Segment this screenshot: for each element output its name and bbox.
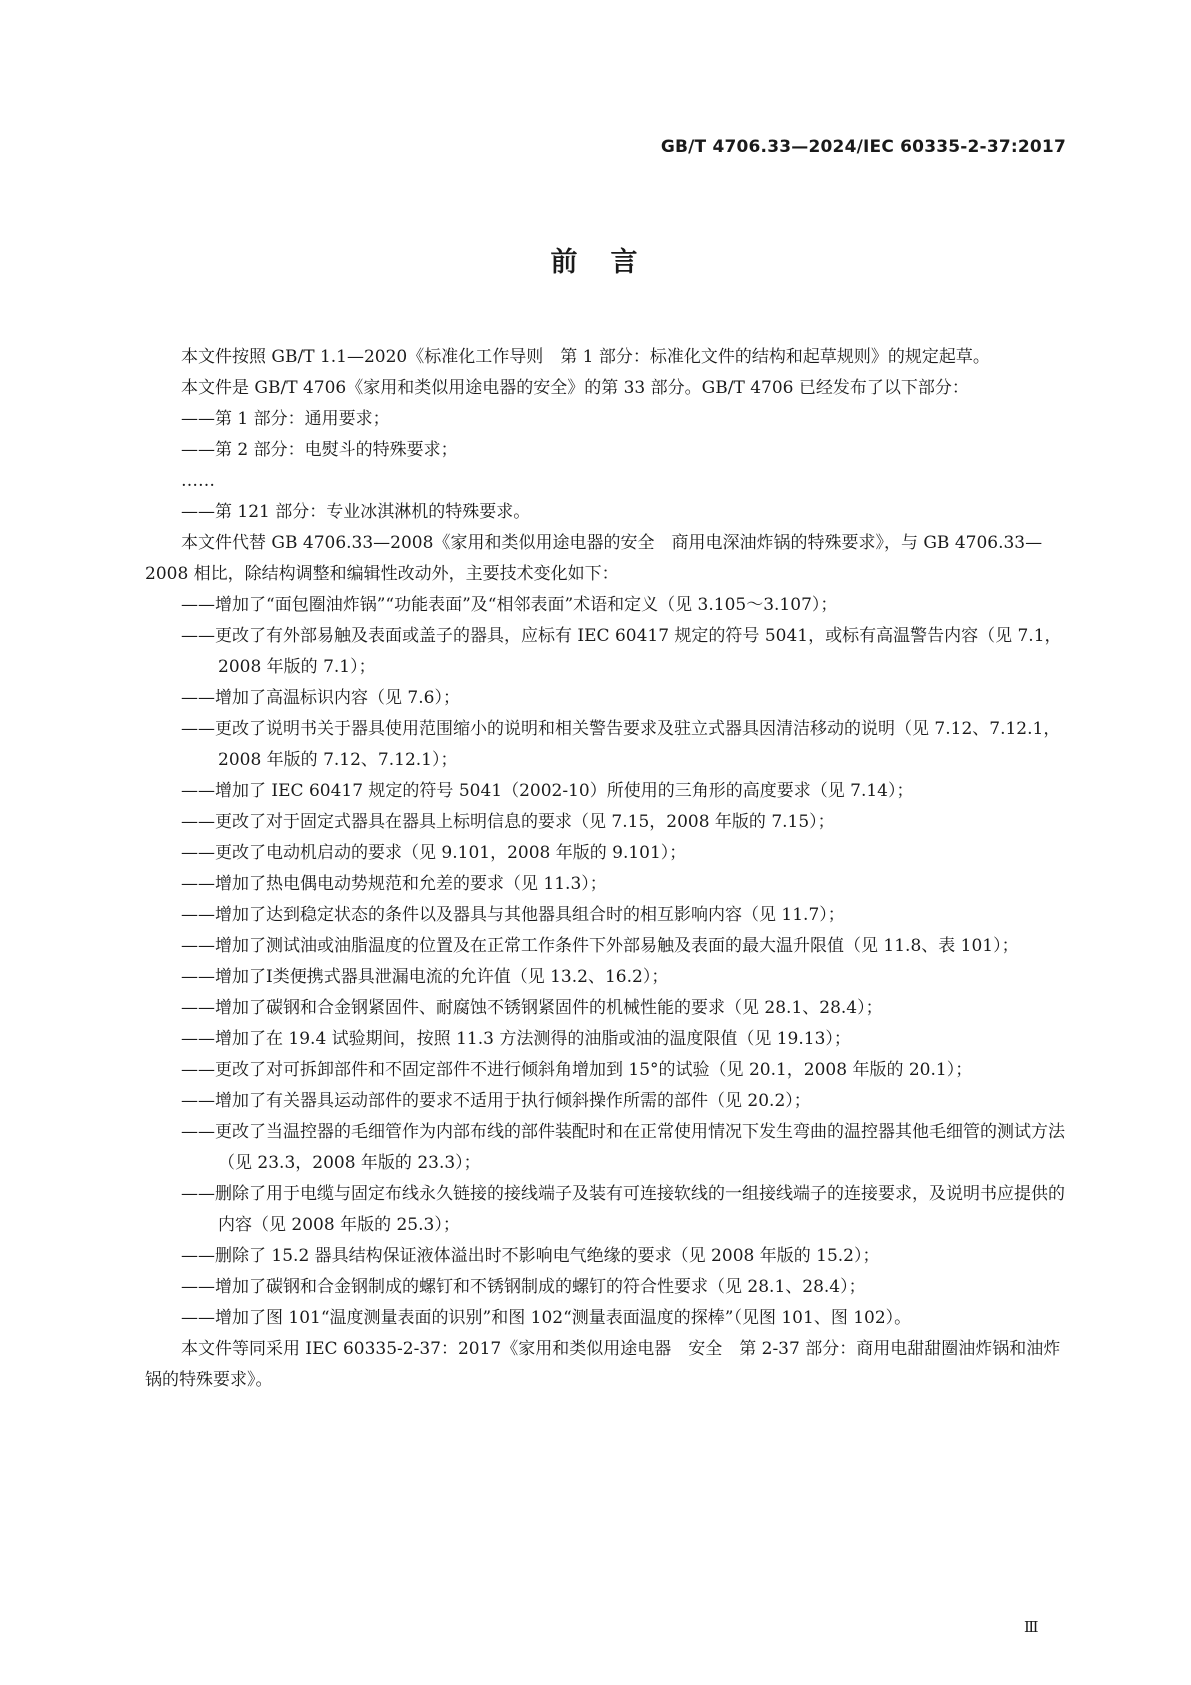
change-item: ——增加了在 19.4 试验期间，按照 11.3 方法测得的油脂或油的温度限值（见 19.13）； xyxy=(181,1029,851,1049)
change-item: ——增加了有关器具运动部件的要求不适用于执行倾斜操作所需的部件（见 20.2）； xyxy=(181,1091,811,1111)
change-item: ——更改了有外部易触及表面或盖子的器具，应标有 IEC 60417 规定的符号 5041，或标有高温警告内容（见 7.1，2008 年版的 7.1）； xyxy=(181,626,1062,677)
change-item: ——更改了对于固定式器具在器具上标明信息的要求（见 7.15，2008 年版的 7.15）； xyxy=(181,812,835,832)
change-item: ——增加了 IEC 60417 规定的符号 5041（2002-10）所使用的三角形的高度要求（见 7.14）； xyxy=(181,781,914,801)
document-body xyxy=(145,342,1066,1396)
standard-code-header: GB/T 4706.33—2024/IEC 60335-2-37:2017 xyxy=(660,137,1066,157)
change-item: ——增加了热电偶电动势规范和允差的要求（见 11.3）； xyxy=(181,874,607,894)
paragraph-series: 本文件是 GB/T 4706《家用和类似用途电器的安全》的第 33 部分。GB/T 4706 已经发布了以下部分： xyxy=(181,378,969,398)
change-item: ——增加了Ⅰ类便携式器具泄漏电流的允许值（见 13.2、16.2）； xyxy=(181,967,669,987)
list-item-part: ——第 1 部分：通用要求； xyxy=(181,409,390,429)
change-item: ——增加了高温标识内容（见 7.6）； xyxy=(181,688,460,708)
page-title: 前 言 xyxy=(550,247,641,278)
change-item: ——删除了用于电缆与固定布线永久链接的接线端子及装有可连接软线的一组接线端子的连接要求，及说明书应提供的内容（见 2008 年版的 25.3）； xyxy=(181,1184,1065,1235)
change-item: ——更改了说明书关于器具使用范围缩小的说明和相关警告要求及驻立式器具因清洁移动的说明（见 7.12、7.12.1，2008 年版的 7.12、7.12.1）； xyxy=(181,719,1061,770)
change-item: ——增加了碳钢和合金钢紧固件、耐腐蚀不锈钢紧固件的机械性能的要求（见 28.1、28.4）； xyxy=(181,998,883,1018)
change-item: ——增加了达到稳定状态的条件以及器具与其他器具组合时的相互影响内容（见 11.7）； xyxy=(181,905,845,925)
change-item: ——更改了电动机启动的要求（见 9.101，2008 年版的 9.101）； xyxy=(181,843,687,863)
paragraph-drafting: 本文件按照 GB/T 1.1—2020《标准化工作导则 第 1 部分：标准化文件的结构和起草规则》的规定起草。 xyxy=(181,347,990,367)
paragraph-replace: 本文件代替 GB 4706.33—2008《家用和类似用途电器的安全 商用电深油炸锅的特殊要求》，与 GB 4706.33—2008 相比，除结构调整和编辑性改动外，主要技术变化如下： xyxy=(145,533,1043,584)
list-ellipsis: …… xyxy=(181,471,215,491)
change-item: ——增加了“面包圈油炸锅”“功能表面”及“相邻表面”术语和定义（见 3.105～3.107）； xyxy=(181,595,838,615)
change-item: ——删除了 15.2 器具结构保证液体溢出时不影响电气绝缘的要求（见 2008 年版的 15.2）； xyxy=(181,1246,880,1266)
paragraph-adoption: 本文件等同采用 IEC 60335-2-37：2017《家用和类似用途电器 安全 第 2-37 部分：商用电甜甜圈油炸锅和油炸锅的特殊要求》。 xyxy=(145,1339,1061,1390)
page-number: Ⅲ xyxy=(1024,1618,1039,1636)
change-item: ——更改了当温控器的毛细管作为内部布线的部件装配时和在正常使用情况下发生弯曲的温控器其他毛细管的测试方法（见 23.3，2008 年版的 23.3）； xyxy=(181,1122,1065,1173)
change-item: ——增加了碳钢和合金钢制成的螺钉和不锈钢制成的螺钉的符合性要求（见 28.1、28.4）； xyxy=(181,1277,866,1297)
list-item-part: ——第 121 部分：专业冰淇淋机的特殊要求。 xyxy=(181,502,531,522)
list-item-part: ——第 2 部分：电熨斗的特殊要求； xyxy=(181,440,458,460)
change-item: ——增加了测试油或油脂温度的位置及在正常工作条件下外部易触及表面的最大温升限值（见 11.8、表 101）； xyxy=(181,936,1019,956)
change-item: ——更改了对可拆卸部件和不固定部件不进行倾斜角增加到 15°的试验（见 20.1，2008 年版的 20.1）； xyxy=(181,1060,973,1080)
change-item: ——增加了图 101“温度测量表面的识别”和图 102“测量表面温度的探棒”（见图 101、图 102）。 xyxy=(181,1308,912,1328)
